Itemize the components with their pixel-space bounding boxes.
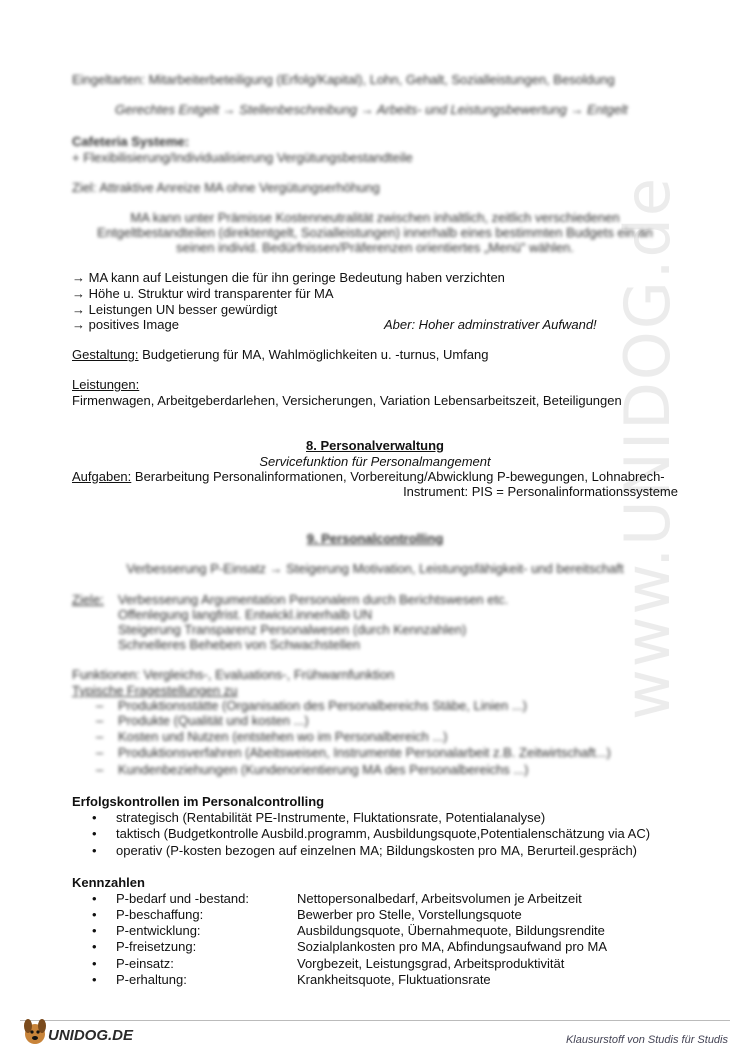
blurred-dash-item-4: – Produktionsverfahren (Abeitsweisen, Instrumente Personalarbeit z.B. Zeitwirtschaft...): [96, 745, 611, 760]
blurred-pc-sub: Verbesserung P-Einsatz → Steigerung Motivation, Leistungsfähigkeit- und bereitschaft: [126, 561, 624, 576]
kennzahl-label-5: • P-einsatz:: [92, 956, 174, 971]
blurred-dash-item-5: – Kundenbeziehungen (Kundenorientierung MA des Personalbereichs ...): [96, 762, 529, 777]
arrow-line-3: → Leistungen UN besser gewürdigt: [72, 302, 278, 317]
blurred-typische: Typische Fragestellungen zu: [72, 683, 238, 698]
blurred-dash-item-3: – Kosten und Nutzen (entstehen wo im Personalbereich ...): [96, 729, 448, 744]
kennzahl-label-6: • P-erhaltung:: [92, 972, 187, 987]
kennzahl-value-1: Nettopersonalbedarf, Arbeitsvolumen je Arbeitzeit: [297, 891, 582, 906]
footer-divider: [20, 1020, 730, 1021]
kennzahlen-title: Kennzahlen: [72, 875, 145, 890]
dog-logo-icon: [22, 1016, 48, 1046]
blurred-line-4: + Flexibilisierung/Individualisierung Vergütungsbestandteile: [72, 150, 413, 165]
erfolg-item-2: • taktisch (Budgetkontrolle Ausbild.programm, Ausbildungsquote,Potentialenschätzung via AC): [92, 826, 651, 841]
blurred-pc-title: 9. Personalcontrolling: [306, 531, 444, 546]
blurred-line-5: Ziel: Attraktive Anreize MA ohne Vergütungserhöhung: [72, 180, 380, 195]
kennzahl-label-3: • P-entwicklung:: [92, 923, 201, 938]
kennzahl-value-6: Krankheitsquote, Fluktuationsrate: [297, 972, 491, 987]
aufgaben-line: [72, 469, 665, 485]
blurred-ziel-4: Schnelleres Beheben von Schwachstellen: [118, 637, 361, 652]
gestaltung-line: [72, 347, 488, 363]
arrow-line-2: → Höhe u. Struktur wird transparenter für MA: [72, 286, 334, 301]
gestaltung-label: Gestaltung:: [72, 347, 139, 362]
blurred-funktionen: Funktionen: Vergleichs-, Evaluations-, Frühwarnfunktion: [72, 667, 395, 682]
blurred-ziel-2: Offenlegung langfrist. Entwickl.innerhalb UN: [118, 607, 373, 622]
section-subtitle-personalverwaltung: Servicefunktion für Personalmangement: [259, 454, 491, 469]
kennzahl-value-4: Sozialplankosten pro MA, Abfindungsaufwand pro MA: [297, 939, 608, 954]
aber-note: Aber: Hoher adminstrativer Aufwand!: [384, 317, 597, 332]
blurred-line-1: Eingeltarten: Mitarbeiterbeteiligung (Erfolg/Kapital), Lohn, Gehalt, Sozialleistungen, Besoldung: [72, 72, 615, 87]
erfolg-title: Erfolgskontrollen im Personalcontrolling: [72, 794, 325, 809]
leistungen-label: Leistungen:: [72, 377, 140, 392]
blurred-line-3: Cafeteria Systeme:: [72, 134, 190, 149]
blurred-line-6c: seinen individ. Bedürfnissen/Präferenzen orientiertes „Menü" wählen.: [176, 240, 574, 255]
kennzahl-label-1: • P-bedarf und -bestand:: [92, 891, 249, 906]
section-title-personalverwaltung: 8. Personalverwaltung: [306, 438, 444, 453]
instrument-line: Instrument: PIS = Personalinformationssysteme: [403, 484, 678, 499]
blurred-dash-item-1: – Produktionsstätte (Organisation des Personalbereichs Stäbe, Linien ...): [96, 698, 528, 713]
blurred-line-2: Gerechtes Entgelt → Stellenbeschreibung → Arbeits- und Leistungsbewertung → Entgelt: [115, 102, 628, 117]
erfolg-item-1: • strategisch (Rentabilität PE-Instrumente, Fluktationsrate, Potentialanalyse): [92, 810, 546, 825]
aufgaben-label: Aufgaben:: [72, 469, 132, 484]
gestaltung-text: Budgetierung für MA, Wahlmöglichkeiten u. -turnus, Umfang: [138, 347, 489, 362]
leistungen-text: Firmenwagen, Arbeitgeberdarlehen, Versicherungen, Variation Lebensarbeitszeit, Beteiligungen: [72, 393, 622, 408]
blurred-line-6b: Entgeltbestandteilen (direktentgelt, Sozialleistungen) innerhalb eines bestimmten Budgets ein an: [97, 225, 653, 240]
aufgaben-text: Berarbeitung Personalinformationen, Vorbereitung/Abwicklung P-bewegungen, Lohnabrech-: [131, 469, 665, 484]
blurred-ziele-label: Ziele:: [72, 592, 104, 607]
footer-note: Klausurstoff von Studis für Studis: [565, 1034, 728, 1046]
watermark-text: www.UNIDOG.de: [611, 176, 684, 720]
blurred-ziel-3: Steigerung Transparenz Personalwesen (durch Kennzahlen): [118, 622, 467, 637]
blurred-dash-item-2: – Produkte (Qualität und kosten ...): [96, 713, 309, 728]
kennzahl-label-2: • P-beschaffung:: [92, 907, 204, 922]
blurred-ziel-1: Verbesserung Argumentation Personalern durch Berichtswesen etc.: [118, 592, 509, 607]
kennzahl-value-3: Ausbildungsquote, Übernahmequote, Bildungsrendite: [297, 923, 605, 938]
arrow-line-1: → MA kann auf Leistungen die für ihn geringe Bedeutung haben verzichten: [72, 270, 505, 285]
erfolg-item-3: • operativ (P-kosten bezogen auf einzelnen MA; Bildungskosten pro MA, Berurteil.gespräch): [92, 843, 638, 858]
kennzahl-label-4: • P-freisetzung:: [92, 939, 197, 954]
blurred-line-6a: MA kann unter Prämisse Kostenneutralität zwischen inhaltlich, zeitlich verschiedenen: [130, 210, 620, 225]
arrow-line-4: → positives Image: [72, 317, 179, 332]
footer-brand[interactable]: UNIDOG.DE: [48, 1027, 134, 1044]
kennzahl-value-2: Bewerber pro Stelle, Vorstellungsquote: [297, 907, 522, 922]
kennzahl-value-5: Vorgbezeit, Leistungsgrad, Arbeitsproduktivität: [297, 956, 565, 971]
